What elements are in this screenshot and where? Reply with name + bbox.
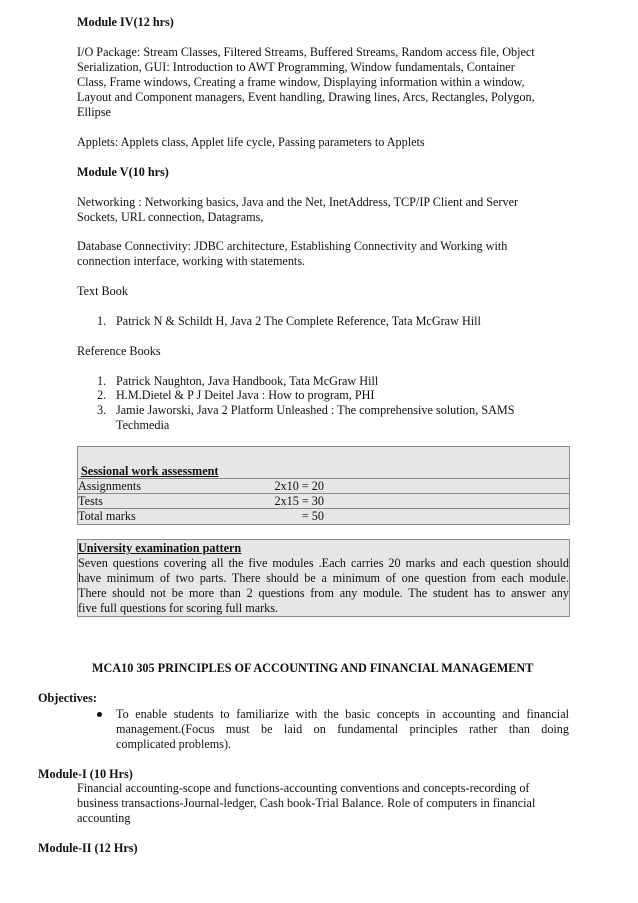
module-5-heading: Module V(10 hrs) bbox=[77, 165, 169, 179]
objective-line: complicated problems). bbox=[116, 737, 232, 751]
university-text-line: Seven questions covering all the five modules .Each carries 20 marks and each question should bbox=[78, 556, 569, 570]
sessional-row-value: = 50 bbox=[301, 509, 324, 523]
objective-line: To enable students to familiarize with the basic concepts in accounting and financial bbox=[116, 707, 569, 721]
sessional-row-value: 2x10 = 20 bbox=[274, 479, 324, 493]
reference-item-number: 1. bbox=[97, 374, 107, 388]
module-1-line: business transactions-Journal-ledger, Cash book-Trial Balance. Role of computers in financial bbox=[77, 796, 536, 810]
sessional-table bbox=[77, 446, 570, 525]
bullet-icon bbox=[97, 712, 102, 717]
sessional-row-label: Tests bbox=[78, 494, 103, 508]
module-1-line: Financial accounting-scope and functions-accounting conventions and concepts-recording of bbox=[77, 781, 530, 795]
module-4-heading: Module IV(12 hrs) bbox=[77, 15, 174, 29]
university-text-line: five full questions for scoring full marks. bbox=[78, 601, 279, 615]
module-4-para-line: I/O Package: Stream Classes, Filtered Streams, Buffered Streams, Random access file, Object bbox=[77, 45, 535, 59]
module-4-para-line: Serialization, GUI: Introduction to AWT Programming, Window fundamentals, Container bbox=[77, 60, 515, 74]
textbook-heading: Text Book bbox=[77, 284, 128, 298]
table-row bbox=[78, 508, 569, 524]
reference-item-text: H.M.Dietel & P J Deitel Java : How to program, PHI bbox=[116, 388, 375, 402]
reference-item-text: Patrick Naughton, Java Handbook, Tata McGraw Hill bbox=[116, 374, 379, 388]
objective-line: management.(Focus must be laid on fundamental principles rather than doing bbox=[116, 722, 569, 736]
university-title: University examination pattern bbox=[78, 541, 242, 555]
sessional-row-label: Total marks bbox=[78, 509, 136, 523]
university-text-line: There should not be more than 2 questions from any module. The student has to answer any bbox=[78, 586, 569, 600]
reference-item-number: 2. bbox=[97, 388, 107, 402]
reference-item-text: Jamie Jaworski, Java 2 Platform Unleashed : The comprehensive solution, SAMS bbox=[116, 403, 515, 417]
sessional-row-label: Assignments bbox=[78, 479, 141, 493]
objectives-heading: Objectives: bbox=[38, 691, 97, 705]
sessional-title: Sessional work assessment bbox=[81, 464, 219, 478]
module-1-line: accounting bbox=[77, 811, 131, 825]
reference-item-number: 3. bbox=[97, 403, 107, 417]
module-1-heading: Module-I (10 Hrs) bbox=[38, 767, 133, 781]
module-4-applets-line: Applets: Applets class, Applet life cycle, Passing parameters to Applets bbox=[77, 135, 425, 149]
module-2-heading: Module-II (12 Hrs) bbox=[38, 841, 138, 855]
module-5-para-line: Sockets, URL connection, Datagrams, bbox=[77, 210, 264, 224]
reference-heading: Reference Books bbox=[77, 344, 161, 358]
textbook-item-number: 1. bbox=[97, 314, 107, 328]
table-row bbox=[78, 493, 569, 509]
module-5-para-line: Networking : Networking basics, Java and the Net, InetAddress, TCP/IP Client and Server bbox=[77, 195, 519, 209]
table-row bbox=[78, 478, 569, 494]
sessional-row-value: 2x15 = 30 bbox=[274, 494, 324, 508]
university-text-line: have minimum of two parts. There should be a minimum of one question from each module. bbox=[78, 571, 569, 585]
course-title: MCA10 305 PRINCIPLES OF ACCOUNTING AND FINANCIAL MANAGEMENT bbox=[92, 661, 534, 675]
module-4-para-line: Layout and Component managers, Event handling, Drawing lines, Arcs, Rectangles, Polygon, bbox=[77, 90, 535, 104]
module-5-para-line: Database Connectivity: JDBC architecture, Establishing Connectivity and Working with bbox=[77, 239, 508, 253]
module-4-para-line: Ellipse bbox=[77, 105, 111, 119]
reference-item-text: Techmedia bbox=[116, 418, 170, 432]
module-5-para-line: connection interface, working with statements. bbox=[77, 254, 306, 268]
university-exam-box bbox=[77, 539, 570, 617]
textbook-item-text: Patrick N & Schildt H, Java 2 The Complete Reference, Tata McGraw Hill bbox=[116, 314, 481, 328]
module-4-para-line: Class, Frame windows, Creating a frame window, Displaying information within a window, bbox=[77, 75, 525, 89]
